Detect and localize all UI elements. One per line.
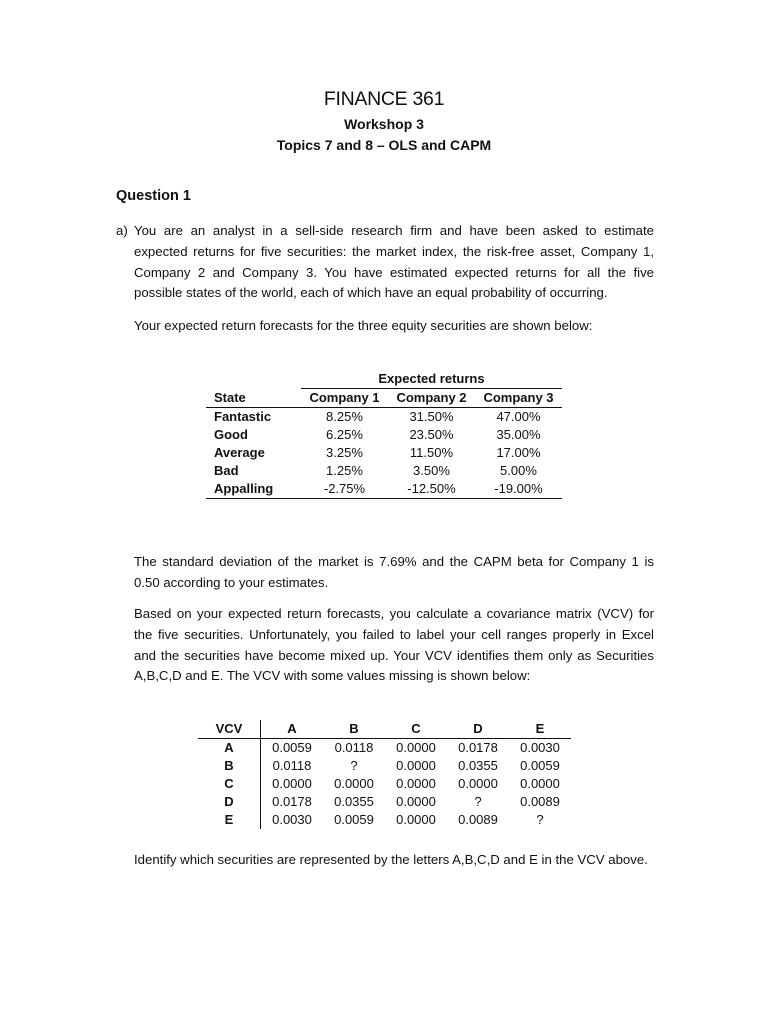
state-cell: Fantastic (214, 409, 272, 424)
vcv-cell: 0.0000 (396, 758, 436, 773)
workshop-subtitle: Workshop 3 (344, 116, 424, 132)
vcv-matrix-table (198, 720, 571, 829)
vcv-cell: 0.0000 (458, 776, 498, 791)
vcv-cell: 0.0178 (272, 794, 312, 809)
vcv-cell: 0.0355 (458, 758, 498, 773)
vcv-cell: 0.0030 (520, 740, 560, 755)
intro-paragraph: You are an analyst in a sell-side research firm and have been asked to estimate expected returns for five securities: the market index, the risk-free asset, Company 1, Company 2 and Company 3. You have estimated expected returns for all the five possible states of the world, each of which have an equal probability of occurring. (134, 223, 654, 301)
return-cell: 3.50% (413, 463, 450, 478)
identify-question-paragraph: Identify which securities are represented by the letters A,B,C,D and E in the VCV above. (134, 852, 648, 867)
vcv-explanation-paragraph: Based on your expected return forecasts, you calculate a covariance matrix (VCV) for the five securities. Unfortunately, you failed to label your cell ranges properly in Excel and the securities have become mixed up. Your VCV identifies them only as Securities A,B,C,D and E. The VCV with some values missing is shown below: (134, 606, 654, 684)
topics-subtitle: Topics 7 and 8 – OLS and CAPM (276, 137, 492, 153)
vcv-row-label: A (198, 739, 261, 758)
vcv-cell: ? (350, 758, 358, 773)
state-cell: Appalling (206, 480, 301, 499)
forecast-paragraph: Your expected return forecasts for the three equity securities are shown below: (134, 318, 593, 333)
return-cell: -12.50% (388, 480, 475, 499)
return-cell: 11.50% (409, 445, 454, 460)
expected-returns-group-header: Expected returns (301, 370, 562, 389)
vcv-corner-label: VCV (198, 720, 261, 739)
market-stats-paragraph: The standard deviation of the market is 7.69% and the CAPM beta for Company 1 is 0.50 according to your estimates. (134, 554, 654, 590)
part-label: a) (116, 223, 128, 238)
return-cell: -2.75% (301, 480, 388, 499)
vcv-cell: 0.0118 (334, 740, 374, 755)
vcv-cell: 0.0000 (520, 776, 560, 791)
vcv-column-header: D (447, 720, 509, 739)
return-cell: 31.50% (409, 409, 454, 424)
vcv-row-label: C (198, 775, 261, 793)
column-header: Company 3 (475, 389, 562, 408)
return-cell: -19.00% (475, 480, 562, 499)
vcv-cell: 0.0118 (272, 758, 312, 773)
vcv-cell: ? (474, 794, 482, 809)
table-row (198, 739, 571, 758)
state-column-header: State (206, 389, 301, 408)
return-cell: 1.25% (326, 463, 363, 478)
return-cell: 35.00% (496, 427, 541, 442)
vcv-cell: 0.0000 (334, 776, 374, 791)
question-heading: Question 1 (116, 188, 191, 204)
return-cell: 5.00% (500, 463, 537, 478)
vcv-column-header: E (509, 720, 571, 739)
vcv-cell: 0.0030 (272, 812, 312, 827)
return-cell: 8.25% (326, 409, 363, 424)
vcv-cell: 0.0000 (396, 812, 436, 827)
return-cell: 23.50% (409, 427, 454, 442)
vcv-column-header: A (261, 720, 324, 739)
document-title: FINANCE 361 (323, 88, 445, 110)
vcv-row-label: D (198, 793, 261, 811)
vcv-cell: 0.0178 (458, 740, 498, 755)
table-row (198, 811, 571, 829)
table-row (198, 757, 571, 775)
expected-returns-table (206, 370, 562, 499)
table-row (206, 408, 562, 427)
vcv-cell: 0.0059 (334, 812, 374, 827)
table-row (206, 444, 562, 462)
return-cell: 47.00% (496, 409, 541, 424)
vcv-cell: 0.0000 (396, 740, 436, 755)
column-header: Company 2 (388, 389, 475, 408)
vcv-row-label: B (198, 757, 261, 775)
state-cell: Average (214, 445, 265, 460)
table-row (198, 775, 571, 793)
vcv-column-header: C (385, 720, 447, 739)
vcv-cell: 0.0089 (458, 812, 498, 827)
return-cell: 3.25% (326, 445, 363, 460)
state-cell: Bad (214, 463, 239, 478)
table-row (206, 462, 562, 480)
vcv-row-label: E (198, 811, 261, 829)
vcv-cell: 0.0000 (396, 794, 436, 809)
table-row (206, 480, 562, 499)
vcv-cell: 0.0355 (334, 794, 374, 809)
state-cell: Good (214, 427, 248, 442)
vcv-cell: 0.0000 (396, 776, 436, 791)
vcv-cell: 0.0000 (272, 776, 312, 791)
vcv-cell: 0.0059 (520, 758, 560, 773)
vcv-cell: 0.0059 (272, 740, 312, 755)
table-row (198, 793, 571, 811)
table-row (206, 426, 562, 444)
column-header: Company 1 (301, 389, 388, 408)
vcv-column-header: B (323, 720, 385, 739)
vcv-cell: ? (536, 812, 544, 827)
return-cell: 6.25% (326, 427, 363, 442)
vcv-cell: 0.0089 (520, 794, 560, 809)
return-cell: 17.00% (496, 445, 541, 460)
